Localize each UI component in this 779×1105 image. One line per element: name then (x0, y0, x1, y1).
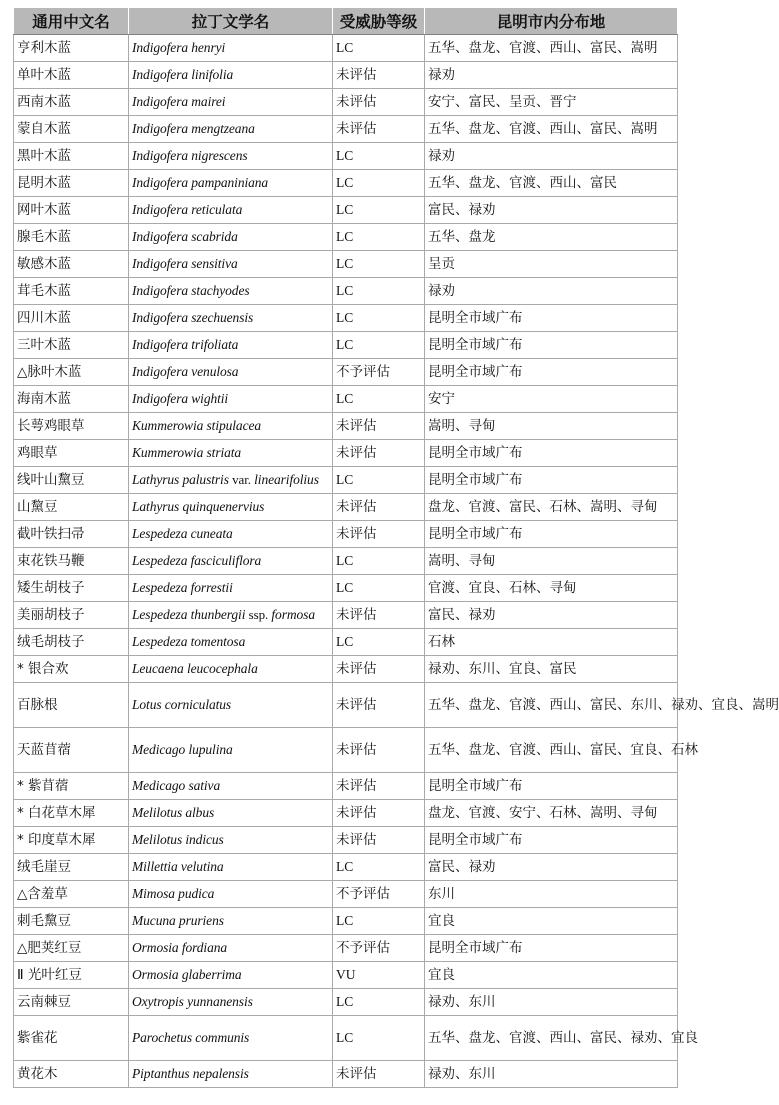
latin-binomial: Melilotus albus (132, 805, 215, 820)
chinese-name-cell: 截叶铁扫帚 (14, 521, 129, 548)
latin-infraspecific: linearifolius (254, 472, 319, 487)
threat-level-cell (333, 656, 425, 683)
latin-name-cell (129, 143, 333, 170)
latin-name-cell (129, 989, 333, 1016)
latin-name-cell (129, 170, 333, 197)
latin-name-cell (129, 683, 333, 728)
chinese-name-cell: 绒毛胡枝子 (14, 629, 129, 656)
distribution-cell: 盘龙、官渡、富民、石林、嵩明、寻甸 (425, 494, 678, 521)
chinese-name-cell: 海南木蓝 (14, 386, 129, 413)
threat-level-value: 未评估 (336, 499, 377, 515)
threat-level-value: 未评估 (336, 607, 377, 623)
table-row (14, 1016, 678, 1061)
chinese-name-cell: 黄花木 (14, 1061, 129, 1088)
threat-level-cell (333, 629, 425, 656)
latin-binomial: Lespedeza thunbergii (132, 607, 246, 622)
distribution-cell: 禄劝、东川 (425, 989, 678, 1016)
latin-binomial: Piptanthus nepalensis (132, 1066, 249, 1081)
latin-name-cell (129, 359, 333, 386)
latin-name-cell (129, 629, 333, 656)
latin-name-cell (129, 386, 333, 413)
latin-binomial: Indigofera wightii (132, 391, 229, 406)
threat-level-value: 不予评估 (336, 940, 390, 956)
threat-level-cell (333, 521, 425, 548)
distribution-cell: 五华、盘龙、官渡、西山、富民 (425, 170, 678, 197)
table-row (14, 89, 678, 116)
latin-binomial: Indigofera stachyodes (132, 283, 250, 298)
threat-level-cell (333, 89, 425, 116)
threat-level-cell (333, 935, 425, 962)
threat-level-cell (333, 854, 425, 881)
header-latin-name: 拉丁文学名 (129, 8, 333, 35)
chinese-name-cell: 敏感木蓝 (14, 251, 129, 278)
table-row (14, 881, 678, 908)
table-row (14, 332, 678, 359)
table-row (14, 935, 678, 962)
latin-binomial: Indigofera mengtzeana (132, 121, 255, 136)
distribution-cell: 呈贡 (425, 251, 678, 278)
threat-level-cell (333, 575, 425, 602)
threat-level-cell (333, 881, 425, 908)
threat-level-cell (333, 548, 425, 575)
table-row (14, 575, 678, 602)
threat-level-value: LC (336, 913, 354, 928)
threat-level-value: LC (336, 634, 354, 649)
chinese-name-cell: 束花铁马鞭 (14, 548, 129, 575)
threat-level-value: 不予评估 (336, 364, 390, 380)
latin-binomial: Mimosa pudica (132, 886, 215, 901)
chinese-name-cell: 美丽胡枝子 (14, 602, 129, 629)
species-table (13, 8, 779, 1088)
chinese-name-cell: 刺毛黧豆 (14, 908, 129, 935)
latin-name-cell (129, 521, 333, 548)
latin-binomial: Parochetus communis (132, 1030, 250, 1045)
threat-level-cell (333, 116, 425, 143)
threat-level-cell (333, 683, 425, 728)
table-row (14, 251, 678, 278)
latin-binomial: Oxytropis yunnanensis (132, 994, 253, 1009)
distribution-cell: 富民、禄劝 (425, 602, 678, 629)
threat-level-cell (333, 1061, 425, 1088)
latin-name-cell (129, 881, 333, 908)
table-row (14, 278, 678, 305)
table-row (14, 143, 678, 170)
latin-binomial: Medicago sativa (132, 778, 221, 793)
threat-level-cell (333, 728, 425, 773)
latin-name-cell (129, 602, 333, 629)
threat-level-cell (333, 35, 425, 62)
threat-level-value: LC (336, 283, 354, 298)
header-chinese-name: 通用中文名 (14, 8, 129, 35)
table-row (14, 305, 678, 332)
threat-level-cell (333, 143, 425, 170)
threat-level-value: LC (336, 256, 354, 271)
latin-binomial: Lotus corniculatus (132, 697, 232, 712)
threat-level-cell (333, 602, 425, 629)
table-row (14, 800, 678, 827)
distribution-cell: 昆明全市域广布 (425, 827, 678, 854)
latin-binomial: Lespedeza tomentosa (132, 634, 246, 649)
table-row (14, 773, 678, 800)
table-row (14, 656, 678, 683)
threat-level-cell (333, 386, 425, 413)
table-row (14, 440, 678, 467)
threat-level-cell (333, 170, 425, 197)
chinese-name-cell: 茸毛木蓝 (14, 278, 129, 305)
latin-binomial: Indigofera nigrescens (132, 148, 248, 163)
threat-level-value: LC (336, 994, 354, 1009)
distribution-cell: 五华、盘龙、官渡、西山、富民、禄劝、宜良 (425, 1016, 678, 1061)
chinese-name-cell: △含羞草 (14, 881, 129, 908)
distribution-cell: 富民、禄劝 (425, 854, 678, 881)
chinese-name-cell: 线叶山黧豆 (14, 467, 129, 494)
latin-binomial: Millettia velutina (132, 859, 224, 874)
threat-level-value: 未评估 (336, 742, 377, 758)
latin-binomial: Lespedeza forrestii (132, 580, 233, 595)
distribution-cell: 昆明全市域广布 (425, 359, 678, 386)
threat-level-value: LC (336, 391, 354, 406)
threat-level-value: 未评估 (336, 1066, 377, 1082)
threat-level-value: 未评估 (336, 94, 377, 110)
chinese-name-cell: 云南棘豆 (14, 989, 129, 1016)
threat-level-value: LC (336, 310, 354, 325)
chinese-name-cell: * 紫苜蓿 (14, 773, 129, 800)
latin-binomial: Lespedeza fasciculiflora (132, 553, 262, 568)
header-distribution: 昆明市内分布地 (425, 8, 678, 35)
threat-level-cell (333, 467, 425, 494)
threat-level-value: 未评估 (336, 661, 377, 677)
table-row (14, 116, 678, 143)
threat-level-value: 未评估 (336, 832, 377, 848)
distribution-cell: 安宁、富民、呈贡、晋宁 (425, 89, 678, 116)
threat-level-cell (333, 278, 425, 305)
latin-name-cell (129, 278, 333, 305)
latin-name-cell (129, 89, 333, 116)
latin-binomial: Ormosia glaberrima (132, 967, 242, 982)
threat-level-value: 未评估 (336, 121, 377, 137)
distribution-cell: 嵩明、寻甸 (425, 548, 678, 575)
threat-level-cell (333, 800, 425, 827)
latin-name-cell (129, 854, 333, 881)
threat-level-value: LC (336, 1030, 354, 1045)
chinese-name-cell: 单叶木蓝 (14, 62, 129, 89)
chinese-name-cell: 鸡眼草 (14, 440, 129, 467)
header-row (14, 8, 678, 35)
threat-level-cell (333, 1016, 425, 1061)
threat-level-value: LC (336, 40, 354, 55)
threat-level-cell (333, 62, 425, 89)
threat-level-cell (333, 305, 425, 332)
chinese-name-cell: 亨利木蓝 (14, 35, 129, 62)
chinese-name-cell: 紫雀花 (14, 1016, 129, 1061)
table-row (14, 521, 678, 548)
header-threat-level: 受威胁等级 (333, 8, 425, 35)
latin-binomial: Indigofera linifolia (132, 67, 234, 82)
latin-name-cell (129, 494, 333, 521)
distribution-cell: 禄劝 (425, 62, 678, 89)
latin-binomial: Indigofera henryi (132, 40, 226, 55)
latin-name-cell (129, 962, 333, 989)
chinese-name-cell: 四川木蓝 (14, 305, 129, 332)
latin-binomial: Lespedeza cuneata (132, 526, 233, 541)
threat-level-value: LC (336, 472, 354, 487)
threat-level-value: 未评估 (336, 697, 377, 713)
table-row (14, 989, 678, 1016)
table-row (14, 827, 678, 854)
threat-level-cell (333, 197, 425, 224)
chinese-name-cell: * 银合欢 (14, 656, 129, 683)
latin-name-cell (129, 1061, 333, 1088)
chinese-name-cell: △脉叶木蓝 (14, 359, 129, 386)
threat-level-cell (333, 989, 425, 1016)
table-row (14, 494, 678, 521)
latin-binomial: Mucuna pruriens (132, 913, 224, 928)
chinese-name-cell: 西南木蓝 (14, 89, 129, 116)
distribution-cell: 富民、禄劝 (425, 197, 678, 224)
latin-binomial: Melilotus indicus (132, 832, 224, 847)
distribution-cell: 宜良 (425, 908, 678, 935)
distribution-cell: 昆明全市域广布 (425, 305, 678, 332)
threat-level-cell (333, 332, 425, 359)
latin-infraspecific: formosa (271, 607, 315, 622)
chinese-name-cell: * 印度草木犀 (14, 827, 129, 854)
table-row (14, 548, 678, 575)
threat-level-value: LC (336, 229, 354, 244)
latin-binomial: Indigofera mairei (132, 94, 226, 109)
distribution-cell: 嵩明、寻甸 (425, 413, 678, 440)
chinese-name-cell: * 白花草木犀 (14, 800, 129, 827)
threat-level-value: LC (336, 202, 354, 217)
table-row (14, 854, 678, 881)
latin-name-cell (129, 728, 333, 773)
chinese-name-cell: 长萼鸡眼草 (14, 413, 129, 440)
distribution-cell: 安宁 (425, 386, 678, 413)
latin-binomial: Indigofera trifoliata (132, 337, 239, 352)
distribution-cell: 盘龙、官渡、安宁、石林、嵩明、寻甸 (425, 800, 678, 827)
latin-name-cell (129, 35, 333, 62)
threat-level-value: 未评估 (336, 445, 377, 461)
distribution-cell: 昆明全市域广布 (425, 935, 678, 962)
latin-name-cell (129, 935, 333, 962)
threat-level-cell (333, 440, 425, 467)
table-row (14, 602, 678, 629)
latin-name-cell (129, 413, 333, 440)
table-body (14, 35, 779, 1088)
table-row (14, 962, 678, 989)
chinese-name-cell: 网叶木蓝 (14, 197, 129, 224)
table-row (14, 224, 678, 251)
table-row (14, 170, 678, 197)
threat-level-value: LC (336, 859, 354, 874)
table-row (14, 728, 678, 773)
distribution-cell: 五华、盘龙、官渡、西山、富民、嵩明 (425, 35, 678, 62)
latin-binomial: Indigofera scabrida (132, 229, 238, 244)
latin-binomial: Indigofera venulosa (132, 364, 239, 379)
distribution-cell: 禄劝、东川 (425, 1061, 678, 1088)
table-row (14, 359, 678, 386)
threat-level-value: LC (336, 580, 354, 595)
latin-binomial: Kummerowia stipulacea (132, 418, 262, 433)
table-row (14, 62, 678, 89)
latin-binomial: Indigofera szechuensis (132, 310, 254, 325)
latin-name-cell (129, 773, 333, 800)
latin-binomial: Leucaena leucocephala (132, 661, 258, 676)
distribution-cell: 东川 (425, 881, 678, 908)
latin-name-cell (129, 305, 333, 332)
chinese-name-cell: Ⅱ 光叶红豆 (14, 962, 129, 989)
distribution-cell: 昆明全市域广布 (425, 773, 678, 800)
latin-rank: ssp. (248, 607, 269, 622)
threat-level-cell (333, 827, 425, 854)
distribution-cell: 五华、盘龙、官渡、西山、富民、宜良、石林 (425, 728, 678, 773)
threat-level-value: 未评估 (336, 67, 377, 83)
chinese-name-cell: 三叶木蓝 (14, 332, 129, 359)
latin-name-cell (129, 827, 333, 854)
distribution-cell: 昆明全市域广布 (425, 467, 678, 494)
latin-binomial: Indigofera sensitiva (132, 256, 238, 271)
threat-level-cell (333, 494, 425, 521)
threat-level-value: LC (336, 337, 354, 352)
latin-binomial: Ormosia fordiana (132, 940, 228, 955)
distribution-cell: 宜良 (425, 962, 678, 989)
threat-level-value: LC (336, 148, 354, 163)
chinese-name-cell: 矮生胡枝子 (14, 575, 129, 602)
chinese-name-cell: 天蓝苜蓿 (14, 728, 129, 773)
distribution-cell: 五华、盘龙、官渡、西山、富民、嵩明 (425, 116, 678, 143)
latin-name-cell (129, 908, 333, 935)
latin-name-cell (129, 467, 333, 494)
latin-binomial: Kummerowia striata (132, 445, 242, 460)
distribution-cell: 五华、盘龙、官渡、西山、富民、东川、禄劝、宜良、嵩明 (425, 683, 678, 728)
chinese-name-cell: △肥荚红豆 (14, 935, 129, 962)
chinese-name-cell: 昆明木蓝 (14, 170, 129, 197)
latin-name-cell (129, 224, 333, 251)
distribution-cell: 五华、盘龙 (425, 224, 678, 251)
latin-rank: var. (232, 472, 251, 487)
latin-name-cell (129, 440, 333, 467)
chinese-name-cell: 百脉根 (14, 683, 129, 728)
distribution-cell: 昆明全市域广布 (425, 440, 678, 467)
latin-name-cell (129, 251, 333, 278)
threat-level-cell (333, 773, 425, 800)
latin-binomial: Indigofera pampaniniana (132, 175, 269, 190)
latin-name-cell (129, 548, 333, 575)
distribution-cell: 禄劝 (425, 278, 678, 305)
distribution-cell: 官渡、宜良、石林、寻甸 (425, 575, 678, 602)
latin-name-cell (129, 575, 333, 602)
latin-binomial: Indigofera reticulata (132, 202, 243, 217)
distribution-cell: 石林 (425, 629, 678, 656)
threat-level-cell (333, 359, 425, 386)
threat-level-cell (333, 251, 425, 278)
table-row (14, 386, 678, 413)
table-row (14, 908, 678, 935)
threat-level-value: LC (336, 175, 354, 190)
latin-binomial: Lathyrus quinquenervius (132, 499, 265, 514)
distribution-cell: 昆明全市域广布 (425, 521, 678, 548)
threat-level-value: 未评估 (336, 418, 377, 434)
chinese-name-cell: 黑叶木蓝 (14, 143, 129, 170)
latin-name-cell (129, 332, 333, 359)
latin-name-cell (129, 197, 333, 224)
threat-level-value: 未评估 (336, 778, 377, 794)
chinese-name-cell: 山黧豆 (14, 494, 129, 521)
table-row (14, 467, 678, 494)
threat-level-cell (333, 224, 425, 251)
latin-binomial: Lathyrus palustris (132, 472, 229, 487)
table-row (14, 35, 678, 62)
threat-level-cell (333, 413, 425, 440)
latin-name-cell (129, 62, 333, 89)
table-row (14, 413, 678, 440)
threat-level-value: LC (336, 553, 354, 568)
threat-level-cell (333, 908, 425, 935)
latin-name-cell (129, 116, 333, 143)
table-row (14, 629, 678, 656)
table-header (14, 8, 678, 35)
latin-name-cell (129, 656, 333, 683)
chinese-name-cell: 蒙自木蓝 (14, 116, 129, 143)
latin-binomial: Medicago lupulina (132, 742, 233, 757)
distribution-cell: 禄劝、东川、宜良、富民 (425, 656, 678, 683)
threat-level-value: VU (336, 967, 356, 982)
distribution-cell: 禄劝 (425, 143, 678, 170)
threat-level-cell (333, 962, 425, 989)
threat-level-value: 未评估 (336, 526, 377, 542)
table-row (14, 197, 678, 224)
chinese-name-cell: 腺毛木蓝 (14, 224, 129, 251)
threat-level-value: 不予评估 (336, 886, 390, 902)
latin-name-cell (129, 800, 333, 827)
table-row (14, 1061, 678, 1088)
chinese-name-cell: 绒毛崖豆 (14, 854, 129, 881)
threat-level-value: 未评估 (336, 805, 377, 821)
table-row (14, 683, 678, 728)
distribution-cell: 昆明全市域广布 (425, 332, 678, 359)
latin-name-cell (129, 1016, 333, 1061)
